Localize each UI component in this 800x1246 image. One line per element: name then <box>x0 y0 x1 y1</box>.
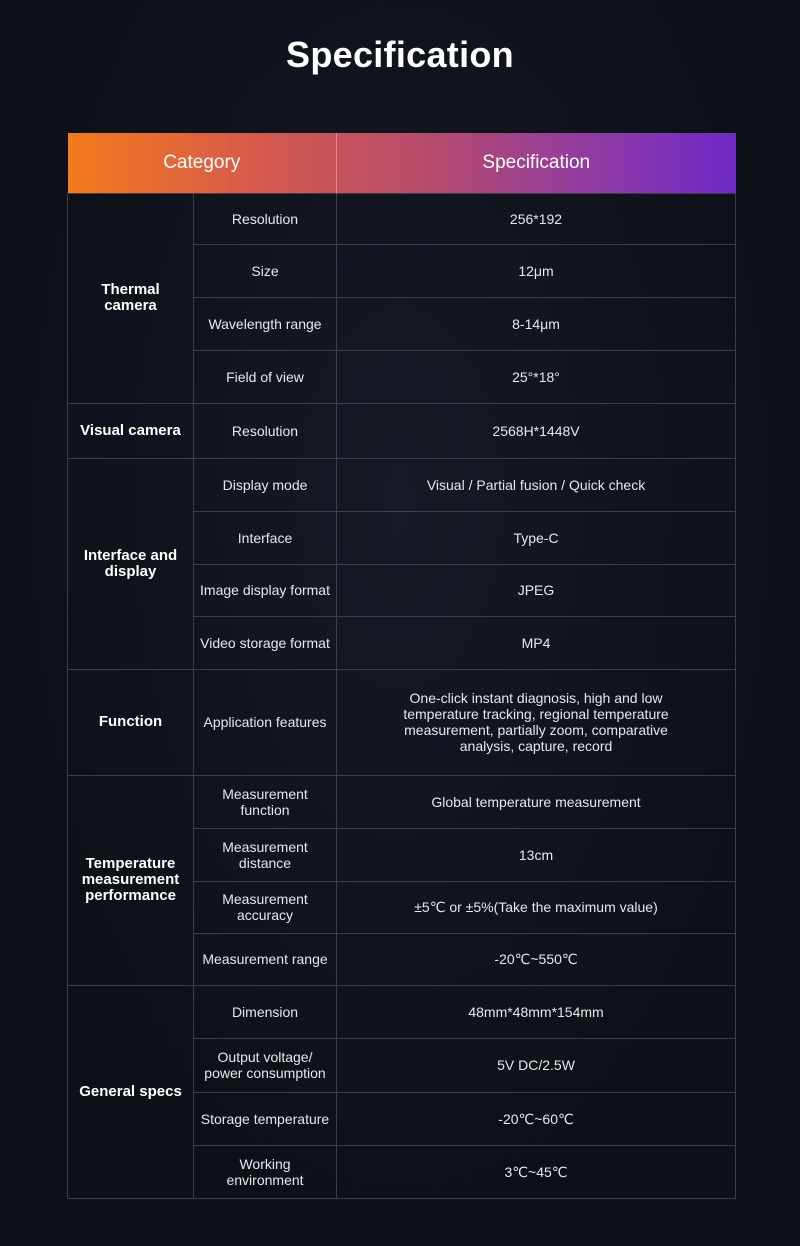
spec-label: Field of view <box>194 350 337 403</box>
spec-label: Display mode <box>194 458 337 511</box>
spec-label: Measurement function <box>194 775 337 828</box>
spec-label: Storage temperature <box>194 1092 337 1145</box>
spec-value: ±5℃ or ±5%(Take the maximum value) <box>337 881 736 933</box>
header-specification: Specification <box>482 151 591 173</box>
header-category: Category <box>68 133 337 193</box>
spec-value: 5V DC/2.5W <box>337 1038 736 1092</box>
category-thermal-camera: Thermal camera <box>68 193 194 403</box>
spec-value: MP4 <box>337 616 736 669</box>
spec-value: Visual / Partial fusion / Quick check <box>337 458 736 511</box>
spec-label: Output voltage/ power consumption <box>194 1038 337 1092</box>
spec-label: Interface <box>194 511 337 564</box>
table-row <box>68 669 736 775</box>
spec-label: Video storage format <box>194 616 337 669</box>
spec-label: Working environment <box>194 1145 337 1198</box>
table-row <box>68 458 736 511</box>
spec-value: 256*192 <box>337 193 736 244</box>
spec-label: Measurement distance <box>194 828 337 881</box>
spec-value: -20℃~60℃ <box>337 1092 736 1145</box>
page-title: Specification <box>286 34 514 75</box>
spec-label: Application features <box>194 669 337 775</box>
spec-label: Size <box>194 244 337 297</box>
spec-value: 2568H*1448V <box>337 403 736 458</box>
spec-value: One-click instant diagnosis, high and low temperature tracking, regional temperature measurement, partially zoom, comparative analysis, capture, record <box>337 669 736 775</box>
spec-label: Measurement range <box>194 933 337 985</box>
spec-value: Type-C <box>337 511 736 564</box>
spec-label: Measurement accuracy <box>194 881 337 933</box>
spec-value: 48mm*48mm*154mm <box>337 985 736 1038</box>
spec-value: Global temperature measurement <box>337 775 736 828</box>
spec-value: 12μm <box>337 244 736 297</box>
table-row <box>68 403 736 458</box>
spec-label: Resolution <box>194 403 337 458</box>
spec-table <box>67 133 736 1199</box>
category-general-specs: General specs <box>68 985 194 1198</box>
category-function: Function <box>68 669 194 775</box>
spec-value: 25°*18° <box>337 350 736 403</box>
spec-label: Image display format <box>194 564 337 616</box>
category-temperature-measurement: Temperature measurement performance <box>68 775 194 985</box>
spec-value: 13cm <box>337 828 736 881</box>
category-interface-display: Interface and display <box>68 458 194 669</box>
spec-value: -20℃~550℃ <box>337 933 736 985</box>
spec-value: JPEG <box>337 564 736 616</box>
spec-value: 8-14μm <box>337 297 736 350</box>
spec-label: Resolution <box>194 193 337 244</box>
table-row <box>68 985 736 1038</box>
spec-value: 3℃~45℃ <box>337 1145 736 1198</box>
spec-label: Wavelength range <box>194 297 337 350</box>
spec-label: Dimension <box>194 985 337 1038</box>
table-row <box>68 193 736 244</box>
category-visual-camera: Visual camera <box>68 403 194 458</box>
table-header-row <box>68 133 736 193</box>
table-row <box>68 775 736 828</box>
